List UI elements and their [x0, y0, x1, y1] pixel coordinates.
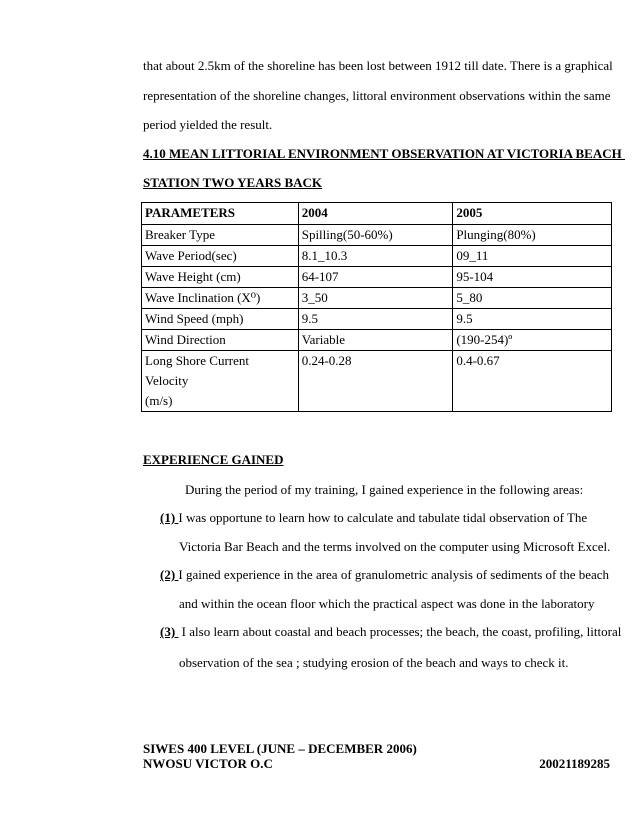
item-number: (3) — [160, 624, 179, 639]
table-cell-text: Long Shore Current Velocity — [145, 353, 249, 388]
table-header-cell: PARAMETERS — [142, 203, 299, 225]
table-cell: Wave Inclination (X⁰) — [142, 288, 299, 309]
table-row — [142, 288, 612, 309]
table-row — [142, 267, 612, 288]
table-cell: 0.24-0.28 — [298, 351, 453, 412]
table-row — [142, 309, 612, 330]
item-number: (2) — [160, 567, 179, 582]
footer-level: SIWES 400 LEVEL (JUNE – DECEMBER 2006) — [143, 741, 417, 756]
table-cell — [142, 351, 299, 412]
table-cell: 09_11 — [453, 246, 612, 267]
table-row — [142, 351, 612, 412]
table-cell: 95-104 — [453, 267, 612, 288]
table-header-cell: 2004 — [298, 203, 453, 225]
item-text-continued: observation of the sea ; studying erosion of the beach and ways to check it. — [179, 655, 569, 670]
observation-table — [141, 202, 612, 412]
section-title-line: STATION TWO YEARS BACK — [143, 175, 323, 190]
item-text: I also learn about coastal and beach processes; the beach, the coast, profiling, littoral — [178, 624, 622, 639]
footer-name: NWOSU VICTOR O.C — [143, 756, 273, 771]
table-header-cell: 2005 — [453, 203, 612, 225]
table-cell: Breaker Type — [142, 225, 299, 246]
item-number: (1) — [160, 510, 179, 525]
table-cell: Plunging(80%) — [453, 225, 612, 246]
table-cell: 3_50 — [298, 288, 453, 309]
table-cell: Wind Direction — [142, 330, 299, 351]
table-cell: Variable — [298, 330, 453, 351]
experience-item — [160, 510, 587, 526]
table-cell: Wave Height (cm) — [142, 267, 299, 288]
footer-id: 20021189285 — [539, 756, 610, 771]
intro-line: period yielded the result. — [143, 117, 273, 132]
intro-line: that about 2.5km of the shoreline has been lost between 1912 till date. There is a graphical — [143, 58, 613, 73]
experience-title: EXPERIENCE GAINED — [143, 452, 284, 467]
experience-intro: During the period of my training, I gained experience in the following areas: — [185, 482, 584, 497]
table-cell: 9.5 — [453, 309, 612, 330]
experience-item — [160, 624, 621, 640]
table-cell: 64-107 — [298, 267, 453, 288]
table-row — [142, 330, 612, 351]
item-text-continued: and within the ocean floor which the practical aspect was done in the laboratory — [179, 596, 595, 611]
item-text: I was opportune to learn how to calculate and tabulate tidal observation of The — [178, 510, 588, 525]
experience-item — [160, 567, 609, 583]
table-cell-unit: (m/s) — [145, 393, 173, 408]
table-cell: 5_80 — [453, 288, 612, 309]
item-text: I gained experience in the area of granulometric analysis of sediments of the beach — [178, 567, 610, 582]
table-cell: Spilling(50-60%) — [298, 225, 453, 246]
section-title-line: 4.10 MEAN LITTORIAL ENVIRONMENT OBSERVATION AT VICTORIA BEACH — [143, 146, 625, 161]
table-cell: Wind Speed (mph) — [142, 309, 299, 330]
table-cell: Wave Period(sec) — [142, 246, 299, 267]
table-row — [142, 225, 612, 246]
item-text-continued: Victoria Bar Beach and the terms involved on the computer using Microsoft Excel. — [179, 539, 611, 554]
table-cell: 8.1_10.3 — [298, 246, 453, 267]
table-cell: 0.4-0.67 — [453, 351, 612, 412]
table-cell: 9.5 — [298, 309, 453, 330]
table-cell: (190-254)º — [453, 330, 612, 351]
table-header-row — [142, 203, 612, 225]
intro-line: representation of the shoreline changes, littoral environment observations within the same — [143, 88, 611, 103]
table-row — [142, 246, 612, 267]
